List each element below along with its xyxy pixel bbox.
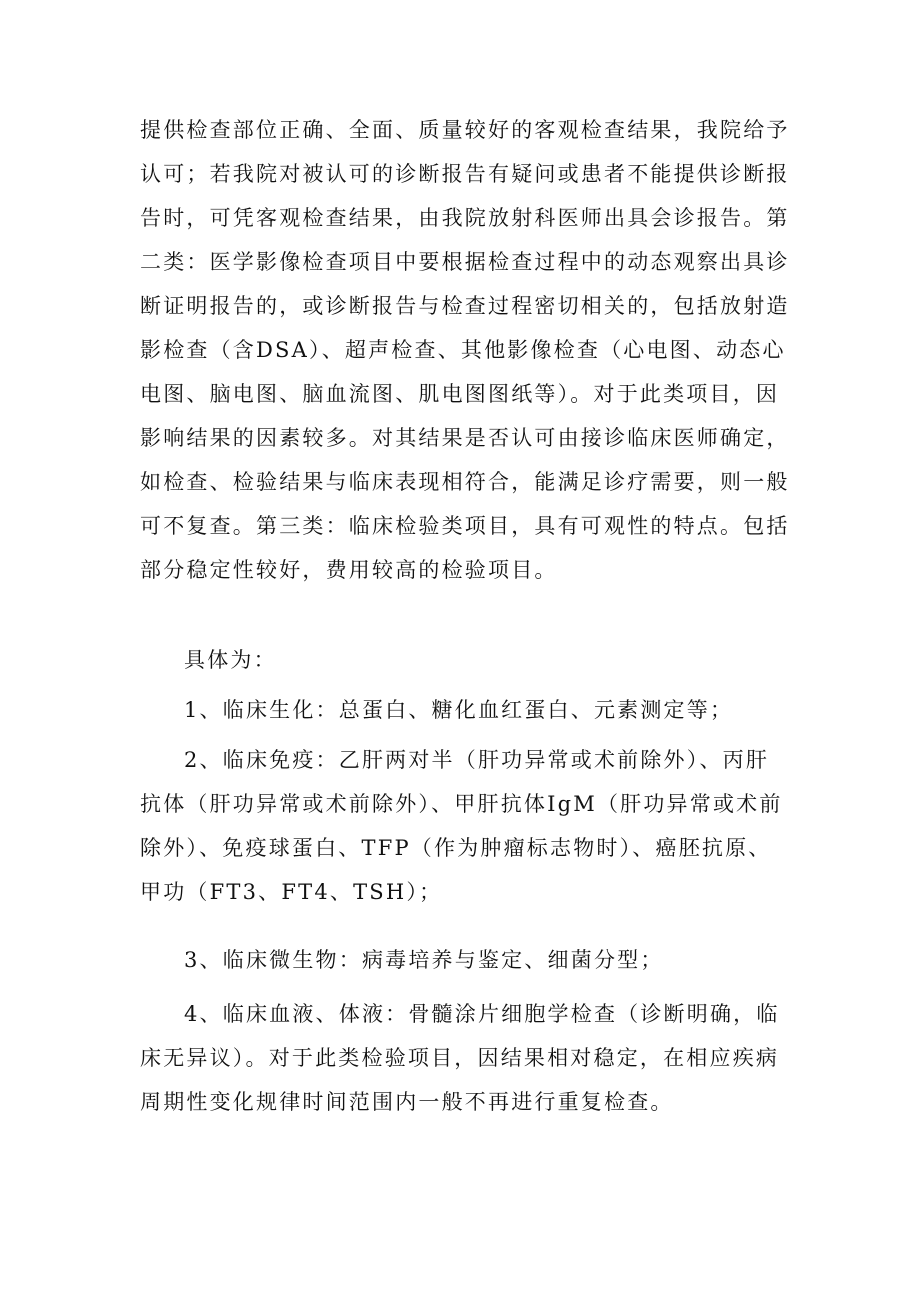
- paragraph-item-1: [140, 688, 790, 732]
- paragraph-item-4: [140, 992, 790, 1124]
- text-line: 电图、脑电图、脑血流图、肌电图图纸等）。对于此类项目，因: [140, 382, 780, 406]
- text-line: 周期性变化规律时间范围内一般不再进行重复检查。: [140, 1090, 674, 1114]
- paragraph-classification: [140, 108, 790, 592]
- text-line: 3、临床微生物：病毒培养与鉴定、细菌分型；: [184, 948, 664, 972]
- text-line: 2、临床免疫：乙肝两对半（肝功异常或术前除外）、丙肝: [184, 748, 770, 772]
- text-line: 4、临床血液、体液：骨髓涂片细胞学检查（诊断明确，临: [184, 1002, 780, 1026]
- text-line: 具体为：: [184, 648, 277, 672]
- text-line: 床无异议）。对于此类检验项目，因结果相对稳定，在相应疾病: [140, 1046, 780, 1070]
- text-line: 认可；若我院对被认可的诊断报告有疑问或患者不能提供诊断报: [140, 162, 790, 186]
- text-line: 甲功（FT3、FT4、TSH）；: [140, 880, 443, 904]
- text-line: 除外）、免疫球蛋白、TFP（作为肿瘤标志物时）、癌胚抗原、: [140, 836, 772, 860]
- text-line: 断证明报告的，或诊断报告与检查过程密切相关的，包括放射造: [140, 294, 790, 318]
- text-line: 如检查、检验结果与临床表现相符合，能满足诊疗需要，则一般: [140, 470, 790, 494]
- text-line: 告时，可凭客观检查结果，由我院放射科医师出具会诊报告。第: [140, 206, 790, 230]
- text-line: 可不复查。第三类：临床检验类项目，具有可观性的特点。包括: [140, 514, 790, 538]
- paragraph-item-3: [140, 938, 790, 982]
- text-line: 部分稳定性较好，费用较高的检验项目。: [140, 558, 558, 582]
- text-line: 1、临床生化：总蛋白、糖化血红蛋白、元素测定等；: [184, 698, 734, 722]
- text-line: 影检查（含DSA）、超声检查、其他影像检查（心电图、动态心: [140, 338, 786, 362]
- text-line: 提供检查部位正确、全面、质量较好的客观检查结果，我院给予: [140, 118, 790, 142]
- text-line: 影响结果的因素较多。对其结果是否认可由接诊临床医师确定，: [140, 426, 790, 450]
- paragraph-specifics-heading: [140, 638, 790, 682]
- paragraph-item-2: [140, 738, 790, 914]
- text-line: 二类：医学影像检查项目中要根据检查过程中的动态观察出具诊: [140, 250, 790, 274]
- text-line: 抗体（肝功异常或术前除外）、甲肝抗体IgM（肝功异常或术前: [140, 792, 783, 816]
